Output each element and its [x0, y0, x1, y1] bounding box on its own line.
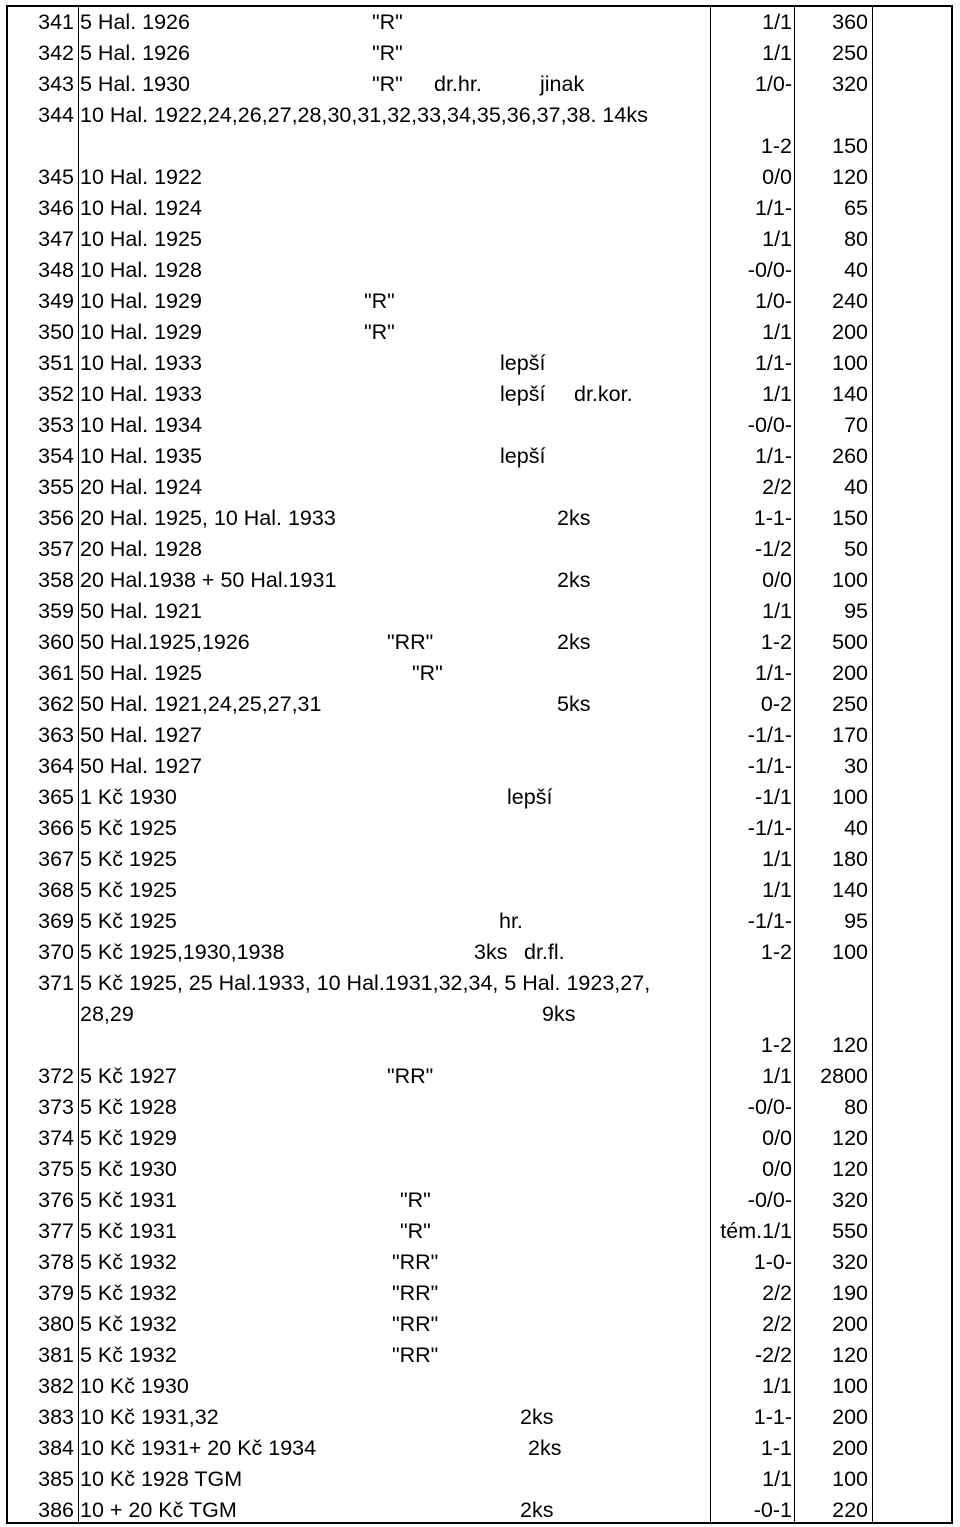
lot-price: 220 [832, 1498, 868, 1522]
lot-grade: 2/2 [762, 475, 792, 499]
table-row [8, 1154, 951, 1185]
lot-price: 200 [832, 1312, 868, 1336]
lot-number: 375 [38, 1157, 74, 1181]
lot-number: 377 [38, 1219, 74, 1243]
lot-note: dr.kor. [574, 382, 633, 406]
lot-description: 5 Kč 1925 [80, 878, 177, 902]
lot-grade: -1/1- [747, 909, 792, 933]
lot-note: 2ks [520, 1405, 554, 1429]
table-row [8, 286, 951, 317]
lot-number: 376 [38, 1188, 74, 1212]
lot-grade: 2/2 [762, 1281, 792, 1305]
table-row [8, 503, 951, 534]
table-row [8, 627, 951, 658]
lot-number: 382 [38, 1374, 74, 1398]
lot-grade: 0/0 [762, 165, 792, 189]
lot-note: "RR" [387, 1064, 434, 1088]
lot-note: "R" [372, 72, 403, 96]
lot-note: lepší [500, 351, 546, 375]
lot-number: 351 [38, 351, 74, 375]
table-row [8, 720, 951, 751]
table-row [8, 317, 951, 348]
lot-number: 385 [38, 1467, 74, 1491]
lot-note: 2ks [557, 630, 591, 654]
lot-grade: -0/0- [747, 413, 792, 437]
lot-description: 20 Hal. 1924 [80, 475, 202, 499]
lot-number: 378 [38, 1250, 74, 1274]
lot-number: 360 [38, 630, 74, 654]
lot-number: 361 [38, 661, 74, 685]
lot-price: 550 [832, 1219, 868, 1243]
lot-description: 50 Hal. 1921,24,25,27,31 [80, 692, 322, 716]
lot-price: 200 [832, 1436, 868, 1460]
lot-number: 357 [38, 537, 74, 561]
lot-grade: 1/1 [762, 1374, 792, 1398]
lot-note: dr.hr. [434, 72, 482, 96]
lot-note: lepší [507, 785, 553, 809]
lot-number: 359 [38, 599, 74, 623]
table-row [8, 1309, 951, 1340]
table-row [8, 1278, 951, 1309]
lot-price: 80 [844, 227, 868, 251]
lot-price: 320 [832, 1188, 868, 1212]
lot-price: 100 [832, 1374, 868, 1398]
lot-number: 365 [38, 785, 74, 809]
lot-description: 50 Hal. 1921 [80, 599, 202, 623]
lot-number: 353 [38, 413, 74, 437]
table-row [8, 1061, 951, 1092]
lot-price: 170 [832, 723, 868, 747]
table-row [8, 162, 951, 193]
table-row [8, 1433, 951, 1464]
lot-grade: 1/1 [762, 227, 792, 251]
lot-number: 369 [38, 909, 74, 933]
lot-price: 100 [832, 568, 868, 592]
lot-grade: 1-2 [760, 940, 792, 964]
lot-description: 10 Kč 1928 TGM [80, 1467, 243, 1491]
lot-grade: 1/1 [762, 878, 792, 902]
lot-description: 10 + 20 Kč TGM [80, 1498, 237, 1522]
price-list-sheet [6, 5, 953, 1524]
table-row [8, 658, 951, 689]
lot-description: 5 Kč 1925,1930,1938 [80, 940, 285, 964]
lot-price: 100 [832, 785, 868, 809]
lot-number: 349 [38, 289, 74, 313]
lot-price: 40 [844, 816, 868, 840]
lot-grade: 0/0 [762, 1157, 792, 1181]
lot-note: lepší [500, 382, 546, 406]
lot-description: 10 Kč 1931,32 [80, 1405, 219, 1429]
lot-price: 240 [832, 289, 868, 313]
table-row [8, 410, 951, 441]
lot-description: 50 Hal.1925,1926 [80, 630, 250, 654]
lot-description: 5 Kč 1931 [80, 1219, 177, 1243]
lot-grade: -0-1 [753, 1498, 792, 1522]
lot-price: 500 [832, 630, 868, 654]
lot-number: 383 [38, 1405, 74, 1429]
lot-description: 20 Hal. 1925, 10 Hal. 1933 [80, 506, 336, 530]
lot-number: 341 [38, 10, 74, 34]
lot-grade: 1-1 [760, 1436, 792, 1460]
lot-description: 1 Kč 1930 [80, 785, 177, 809]
lot-grade: -1/2 [754, 537, 792, 561]
lot-price: 100 [832, 940, 868, 964]
lot-grade: 1-2 [760, 630, 792, 654]
table-row [8, 193, 951, 224]
lot-number: 344 [38, 103, 74, 127]
lot-grade: -0/0- [747, 258, 792, 282]
lot-note: "RR" [392, 1250, 439, 1274]
table-row [8, 255, 951, 286]
table-row [8, 1464, 951, 1495]
lot-description: 50 Hal. 1925 [80, 661, 202, 685]
lot-description: 10 Hal. 1934 [80, 413, 202, 437]
lot-grade: 0/0 [762, 1126, 792, 1150]
lot-grade: 1-0- [753, 1250, 792, 1274]
table-row [8, 565, 951, 596]
lot-number: 362 [38, 692, 74, 716]
lot-number: 356 [38, 506, 74, 530]
table-row [8, 100, 951, 162]
table-row [8, 875, 951, 906]
lot-note: 2ks [520, 1498, 554, 1522]
table-row [8, 224, 951, 255]
lot-description: 5 Kč 1928 [80, 1095, 177, 1119]
lot-number: 342 [38, 41, 74, 65]
lot-price: 200 [832, 661, 868, 685]
table-row [8, 1340, 951, 1371]
lot-price: 80 [844, 1095, 868, 1119]
lot-grade: 1/1 [762, 599, 792, 623]
lot-price: 65 [844, 196, 868, 220]
lot-description: 50 Hal. 1927 [80, 754, 202, 778]
lot-price: 120 [832, 1157, 868, 1181]
lot-note: "RR" [387, 630, 434, 654]
lot-grade: 0-2 [760, 692, 792, 716]
lot-description: 10 Hal. 1933 [80, 382, 202, 406]
lot-price: 260 [832, 444, 868, 468]
lot-description: 5 Kč 1925, 25 Hal.1933, 10 Hal.1931,32,34, 5 Hal. 1923,27, [80, 971, 651, 995]
lot-number: 367 [38, 847, 74, 871]
lot-description: 5 Kč 1932 [80, 1343, 177, 1367]
lot-note: "R" [372, 10, 403, 34]
lot-number: 368 [38, 878, 74, 902]
lot-price: 50 [844, 537, 868, 561]
lot-number: 371 [38, 971, 74, 995]
lot-description: 10 Hal. 1933 [80, 351, 202, 375]
lot-price: 40 [844, 475, 868, 499]
lot-note: 9ks [542, 1002, 576, 1026]
lot-price: 120 [832, 165, 868, 189]
lot-description: 5 Hal. 1926 [80, 10, 190, 34]
lot-description: 5 Kč 1925 [80, 909, 177, 933]
lot-grade: 0/0 [762, 568, 792, 592]
lot-price: 140 [832, 878, 868, 902]
lot-description: 10 Hal. 1925 [80, 227, 202, 251]
lot-number: 358 [38, 568, 74, 592]
table-row [8, 1247, 951, 1278]
lot-note: "RR" [392, 1281, 439, 1305]
lot-description: 5 Kč 1931 [80, 1188, 177, 1212]
lot-price: 320 [832, 1250, 868, 1274]
lot-description: 5 Hal. 1930 [80, 72, 190, 96]
lot-price: 70 [844, 413, 868, 437]
lot-number: 373 [38, 1095, 74, 1119]
lot-price: 140 [832, 382, 868, 406]
lot-price: 100 [832, 1467, 868, 1491]
table-row [8, 813, 951, 844]
table-row [8, 1123, 951, 1154]
lot-price: 2800 [820, 1064, 868, 1088]
lot-note: 2ks [528, 1436, 562, 1460]
lot-number: 384 [38, 1436, 74, 1460]
lot-price: 95 [844, 599, 868, 623]
lot-number: 345 [38, 165, 74, 189]
lot-description: 5 Hal. 1926 [80, 41, 190, 65]
lot-grade: 2/2 [762, 1312, 792, 1336]
table-row [8, 1371, 951, 1402]
lot-description-cont: 28,29 [80, 1002, 134, 1026]
lot-price: 40 [844, 258, 868, 282]
lot-note: 2ks [557, 568, 591, 592]
lot-price: 180 [832, 847, 868, 871]
lot-price: 30 [844, 754, 868, 778]
table-row [8, 689, 951, 720]
lot-number: 364 [38, 754, 74, 778]
lot-description: 10 Hal. 1929 [80, 289, 202, 313]
lot-description: 5 Kč 1925 [80, 847, 177, 871]
lot-grade: 1-2 [760, 134, 792, 158]
lot-note: "R" [364, 289, 395, 313]
lot-description: 5 Kč 1929 [80, 1126, 177, 1150]
table-row [8, 1402, 951, 1433]
lot-number: 354 [38, 444, 74, 468]
lot-grade: 1/1 [762, 41, 792, 65]
lot-number: 372 [38, 1064, 74, 1088]
lot-grade: 1/1 [762, 382, 792, 406]
lot-note: "RR" [392, 1312, 439, 1336]
lot-number: 347 [38, 227, 74, 251]
table-row [8, 379, 951, 410]
lot-note: "R" [364, 320, 395, 344]
lot-description: 10 Kč 1930 [80, 1374, 189, 1398]
table-row [8, 69, 951, 100]
lot-description: 5 Kč 1932 [80, 1250, 177, 1274]
lot-price: 200 [832, 320, 868, 344]
lot-grade: 1/1 [762, 847, 792, 871]
lot-description: 5 Kč 1925 [80, 816, 177, 840]
lot-number: 374 [38, 1126, 74, 1150]
table-row [8, 1185, 951, 1216]
lot-grade: -2/2 [754, 1343, 792, 1367]
lot-note: "R" [412, 661, 443, 685]
table-row [8, 968, 951, 1061]
lot-number: 348 [38, 258, 74, 282]
lot-description: 5 Kč 1930 [80, 1157, 177, 1181]
lot-note: dr.fl. [524, 940, 565, 964]
lot-grade: 1/0- [754, 72, 792, 96]
lot-note: "RR" [392, 1343, 439, 1367]
lot-grade: 1/1- [754, 196, 792, 220]
table-row [8, 751, 951, 782]
lot-description: 10 Hal. 1928 [80, 258, 202, 282]
lot-number: 386 [38, 1498, 74, 1522]
table-row [8, 1495, 951, 1526]
lot-number: 355 [38, 475, 74, 499]
lot-grade: 1/1 [762, 10, 792, 34]
lot-grade: -1/1- [747, 754, 792, 778]
lot-price: 100 [832, 351, 868, 375]
lot-grade: 1-1- [753, 506, 792, 530]
lot-grade: 1/1 [762, 1064, 792, 1088]
lot-number: 379 [38, 1281, 74, 1305]
lot-price: 95 [844, 909, 868, 933]
lot-price: 150 [832, 506, 868, 530]
lot-price: 320 [832, 72, 868, 96]
lot-grade: 1-2 [760, 1033, 792, 1057]
lot-price: 120 [832, 1126, 868, 1150]
lot-price: 120 [832, 1343, 868, 1367]
lot-number: 381 [38, 1343, 74, 1367]
lot-grade: 1/1- [754, 351, 792, 375]
table-row [8, 441, 951, 472]
lot-number: 370 [38, 940, 74, 964]
lot-number: 363 [38, 723, 74, 747]
table-row [8, 38, 951, 69]
table-row [8, 782, 951, 813]
lot-note: 2ks [557, 506, 591, 530]
lot-price: 250 [832, 692, 868, 716]
lot-grade: 1/0- [754, 289, 792, 313]
lot-grade: -0/0- [747, 1095, 792, 1119]
lot-description: 50 Hal. 1927 [80, 723, 202, 747]
lot-grade: 1/1- [754, 661, 792, 685]
lot-description: 10 Hal. 1924 [80, 196, 202, 220]
table-row [8, 472, 951, 503]
lot-description: 5 Kč 1932 [80, 1281, 177, 1305]
lot-number: 350 [38, 320, 74, 344]
table-row [8, 906, 951, 937]
table-row [8, 1092, 951, 1123]
lot-grade: 1/1 [762, 320, 792, 344]
lot-description: 20 Hal. 1928 [80, 537, 202, 561]
lot-note: hr. [499, 909, 523, 933]
table-row [8, 596, 951, 627]
lot-note: jinak [540, 72, 585, 96]
lot-note: lepší [500, 444, 546, 468]
lot-grade: -1/1 [754, 785, 792, 809]
lot-description: 20 Hal.1938 + 50 Hal.1931 [80, 568, 337, 592]
lot-grade: 1-1- [753, 1405, 792, 1429]
lot-number: 366 [38, 816, 74, 840]
lot-note: "R" [400, 1219, 431, 1243]
lot-description: 10 Kč 1931+ 20 Kč 1934 [80, 1436, 317, 1460]
lot-note: "R" [372, 41, 403, 65]
table-row [8, 1216, 951, 1247]
lot-number: 380 [38, 1312, 74, 1336]
lot-price: 150 [832, 134, 868, 158]
lot-note: "R" [400, 1188, 431, 1212]
lot-description: 10 Hal. 1935 [80, 444, 202, 468]
lot-description: 5 Kč 1927 [80, 1064, 177, 1088]
lot-number: 343 [38, 72, 74, 96]
lot-grade: -0/0- [747, 1188, 792, 1212]
lot-number: 346 [38, 196, 74, 220]
lot-price: 200 [832, 1405, 868, 1429]
table-row [8, 937, 951, 968]
lot-price: 120 [832, 1033, 868, 1057]
lot-price: 190 [832, 1281, 868, 1305]
lot-grade: -1/1- [747, 816, 792, 840]
lot-price: 250 [832, 41, 868, 65]
lot-price: 360 [832, 10, 868, 34]
lot-number: 352 [38, 382, 74, 406]
table-row [8, 348, 951, 379]
lot-grade: 1/1 [762, 1467, 792, 1491]
lot-description: 10 Hal. 1922 [80, 165, 202, 189]
lot-grade: tém.1/1 [720, 1219, 792, 1243]
lot-note: 5ks [557, 692, 591, 716]
lot-note: 3ks [474, 940, 508, 964]
lot-grade: 1/1- [754, 444, 792, 468]
table-row [8, 534, 951, 565]
lot-description: 10 Hal. 1922,24,26,27,28,30,31,32,33,34,35,36,37,38. 14ks [80, 103, 648, 127]
table-row [8, 844, 951, 875]
lot-grade: -1/1- [747, 723, 792, 747]
lot-description: 5 Kč 1932 [80, 1312, 177, 1336]
lot-description: 10 Hal. 1929 [80, 320, 202, 344]
table-row [8, 7, 951, 38]
